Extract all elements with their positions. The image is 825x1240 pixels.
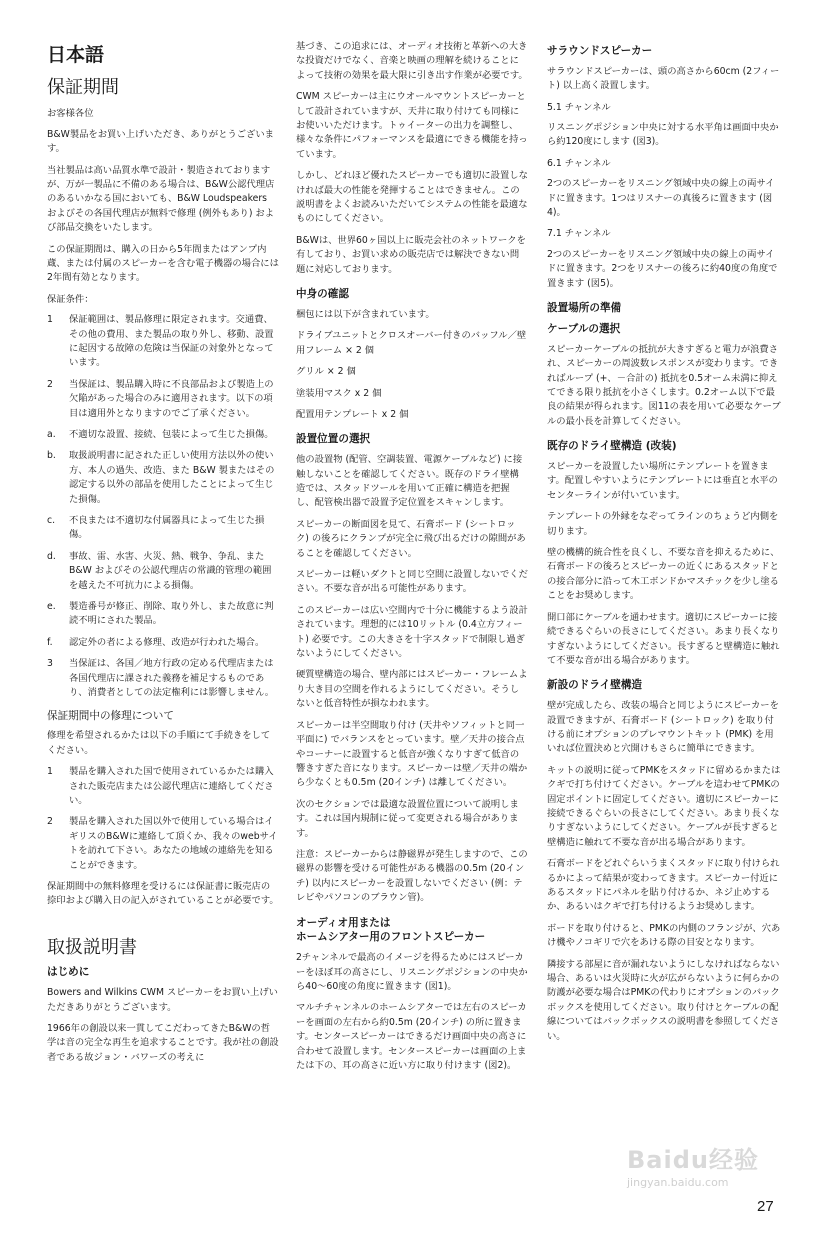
list-item: [47, 449, 279, 507]
page-number: 27: [757, 1198, 774, 1215]
paragraph: 隣接する部屋に音が漏れないようにしなければならない場合、あるいは火災時に火が広がらないように何らかの防護が必要な場合はPMKの代わりにオプションのバックボックスを使用してください。取り付けとケーブルの配線についてはバックボックスの説明書を参照してください。: [547, 958, 780, 1042]
front-speaker-title-line1: オーディオ用または: [296, 916, 391, 929]
greeting: お客様各位: [47, 108, 94, 120]
item-text: 製造番号が修正、削除、取り外し、また故意に判読不明にされた製品。: [69, 601, 274, 627]
item-number: 1: [47, 314, 53, 326]
contents-item: グリル × 2 個: [296, 366, 356, 378]
item-number: 2: [47, 378, 53, 390]
paragraph: 2チャンネルで最高のイメージを得るためにはスピーカーをほぼ耳の高さにし、リスニングポジションの中央から40～60度の角度に置きます (図1)。: [296, 952, 528, 993]
paragraph: 開口部にケーブルを通わせます。適切にスピーカーに接続できるぐらいの長さにしてください。あまり長くなりすぎないようにしてください。長すぎると壁構造に触れて不要な音が出る場合があります。: [547, 611, 780, 666]
item-number: 1: [47, 766, 53, 778]
existing-drywall-title: 既存のドライ壁構造 (改装): [547, 440, 677, 453]
list-item: [47, 428, 279, 442]
column-left: [47, 40, 279, 1072]
paragraph: 他の設置物 (配管、空調装置、電源ケーブルなど) に接触しないことを確認してください。既存のドライ壁構造では、スタッドツールを用いて正確に構造を把握し、配管検出器で設置予定位置をスキャンします。: [296, 454, 523, 509]
item-text: 取扱説明書に記された正しい使用方法以外の使い方、本人の過失、改造、また B&W 製またはその認定する以外の部品を使用したことによって生じた損傷。: [69, 450, 275, 505]
column-right: [547, 40, 781, 1051]
prep-title: 設置場所の準備: [547, 302, 622, 315]
channel-61-title: 6.1 チャンネル: [547, 157, 611, 169]
item-number: b.: [47, 450, 56, 462]
repair-title: 保証期間中の修理について: [47, 709, 174, 722]
paragraph: スピーカーを設置したい場所にテンプレートを置きます。配置しやすいようにテンプレートには垂直と水平のセンターラインが付いています。: [547, 461, 778, 501]
item-text: 製品を購入された国以外で使用している場合はイギリスのB&Wに連絡して頂くか、我々のwebサイトを訪れて下さい。あなたの地域の連絡先を知ることができます。: [69, 816, 278, 871]
list-item: [47, 378, 279, 421]
paragraph: 修理を希望されるかたは以下の手順にて手続きをしてください。: [47, 730, 271, 756]
paragraph: リスニングポジション中央に対する水平角は画面中央から約120度にします (図3)。: [547, 122, 779, 148]
item-text: 不良または不適切な付属器具によって生じた損傷。: [69, 515, 265, 541]
column-middle: [296, 40, 528, 1080]
paragraph: 当社製品は高い品質水準で設計・製造されておりますが、万が一製品に不備のある場合は、B&W公認代理店のあるいかなる国においても、B&W Loudspeakers およびその各国代理店が無料で修理 (例外もあり) および部品交換をいたします。: [47, 164, 275, 234]
list-item: [47, 765, 279, 808]
conditions-title: 保証条件：: [47, 293, 94, 305]
paragraph: 1966年の創設以来一貫してこだわってきたB&Wの哲学は音の完全な再生を追求することです。我が社の創設者である故ジョン・バワーズの考えに: [47, 1022, 279, 1063]
paragraph: B&W製品をお買い上げいただき、ありがとうございます。: [47, 128, 274, 155]
manual-title: 取扱説明書: [47, 936, 137, 958]
item-number: 2: [47, 816, 53, 828]
list-item: [47, 815, 279, 873]
paragraph: スピーカーケーブルの抵抗が大きすぎると電力が浪費され、スピーカーの周波数レスポンスが変わります。できればループ (+、－合計の) 抵抗を0.5オーム未満に抑えてできる限り抵抗を小さくします。0.2オーム以下で最良の結果が得られます。図11の表を用いて必要なケーブルの最小長を計算してください。: [547, 343, 781, 427]
watermark-url: jingyan.baidu.com: [627, 1176, 729, 1189]
language-title: 日本語: [47, 44, 105, 66]
position-title: 設置位置の選択: [296, 433, 371, 446]
item-text: 製品を購入された国で使用されているかたは購入された販売店または公認代理店に連絡してください。: [69, 766, 274, 806]
item-text: 認定外の者による修理、改造が行われた場合。: [69, 636, 265, 648]
front-speaker-title-line2: ホームシアター用のフロントスピーカー: [296, 931, 486, 944]
surround-title: サラウンドスピーカー: [547, 45, 653, 57]
paragraph: テンプレートの外縁をなぞってラインのちょうど内側を切ります。: [547, 511, 779, 537]
list-item: [47, 313, 279, 371]
list-item: [47, 550, 279, 593]
item-number: a.: [47, 429, 56, 441]
paragraph: 次のセクションでは最適な設置位置について説明します。これは国内規制に従って変更される場合があります。: [296, 798, 519, 839]
watermark-logo-text: Baidu经验: [627, 1146, 759, 1174]
watermark: [627, 1148, 777, 1200]
paragraph: 2つのスピーカーをリスニング領域中央の線上の両サイドに置きます。1つはリスナーの真後ろに置きます (図4)。: [547, 178, 775, 219]
warranty-title: 保証期間: [47, 76, 119, 98]
paragraph: 硬質壁構造の場合、壁内部にはスピーカー・フレームより大き目の空間を作れるようにしてください。そうしないと低音特性が損なわれます。: [296, 669, 528, 710]
paragraph: 石膏ボードをどれぐらいうまくスタッドに取り付けられるかによって結果が変わってきます。スピーカー付近にあるスタッドにパネルを貼り付けるか、ネジ止めするか、あるいはクギで打ち付けるようお奨めします。: [547, 858, 780, 913]
channel-51-title: 5.1 チャンネル: [547, 101, 611, 113]
intro-title: はじめに: [47, 966, 90, 979]
paragraph: 保証期間中の無料修理を受けるには保証書に販売店の捺印および購入日の記入がされていることが必要です。: [47, 881, 279, 907]
item-text: 当保証は、各国／地方行政の定める代理店または各国代理店に課された義務を補足するものであり、消費者としての法定権利には影響しません。: [69, 658, 275, 699]
paragraph: 注意：スピーカーからは静磁界が発生しますので、この磁界の影響を受ける可能性がある機器の0.5m (20インチ) 以内にスピーカーを設置しないでください (例：テレビやパソコンのブラウン管)。: [296, 848, 528, 904]
contents-title: 中身の確認: [296, 288, 349, 301]
paragraph: 基づき、この追求には、オーディオ技術と革新への大きな投資だけでなく、音楽と映画の理解を続けることによって技術の効果を最大限に引き出す作業が必要です。: [296, 41, 528, 81]
paragraph: スピーカーの断面図を見て、石膏ボード (シートロック) の後ろにクランプが完全に飛び出るだけの隙間があることを確認してください。: [296, 518, 526, 559]
list-item: [47, 636, 279, 650]
list-item: [47, 514, 279, 543]
list-item: [47, 657, 279, 700]
paragraph: 壁が完成したら、改装の場合と同じようにスピーカーを設置できますが、石膏ボード (シートロック) を取り付ける前にオプションのプレマウントキット (PMK) を用いれば位置決めと穴開けもさらに簡単にできます。: [547, 700, 779, 755]
paragraph: 梱包には以下が含まれています。: [296, 308, 435, 320]
channel-71-title: 7.1 チャンネル: [547, 228, 611, 240]
paragraph: キットの説明に従ってPMKをスタッドに留めるかまたはクギで打ち付けてください。ケーブルを這わせてPMKの固定ポイントに固定してください。適切にスピーカーに接続できるぐらいの長さにしてください。あまり長くなりすぎないようにしてください。ケーブルが長すぎると壁構造に触れて不要な音が出る場合があります。: [547, 764, 781, 848]
paragraph: この保証期間は、購入の日から5年間またはアンプ内蔵、または付属のスピーカーを含む電子機器の場合には2年間有効となります。: [47, 243, 279, 284]
item-number: e.: [47, 601, 56, 613]
paragraph: 壁の機構的統合性を良くし、不要な音を抑えるために、石膏ボードの後ろとスピーカーの近くにあるスタッドとの接合部分に沿って木工ボンドかマスチックを少し塗ることをお奨めします。: [547, 547, 780, 602]
paragraph: CWM スピーカーは主にウオールマウントスピーカーとして設計されていますが、天井に取り付けても同様にお使いいただけます。トゥイーターの出力を調整し、様々な条件にパフォーマンスを最適にできる機能を持っています。: [296, 91, 528, 160]
paragraph: スピーカーは半空間取り付け (天井やソフィットと同一平面に) でバランスをとっています。壁／天井の接合点やコーナーに設置すると低音が強くなりすぎて低音の響きすぎた音になります。スピーカーは壁／天井の端から少なくとも0.5m (20インチ) は離してください。: [296, 719, 528, 789]
contents-item: ドライブユニットとクロスオーバー付きのバッフル／壁用フレーム × 2 個: [296, 330, 527, 356]
paragraph: B&Wは、世界60ヶ国以上に販売会社のネットワークを有しており、お買い求めの販売店では解決できない問題に対応しております。: [296, 234, 526, 275]
item-text: 保証範囲は、製品修理に限定されます。交通費、その他の費用、また製品の取り外し、移動、設置に起因する故障の危険は当保証の対象外となっています。: [69, 314, 274, 369]
contents-item: 配置用テンプレート x 2 個: [296, 408, 409, 420]
item-number: f.: [47, 636, 53, 648]
paragraph: スピーカーは軽いダクトと同じ空間に設置しないでください。不要な音が出る可能性があります。: [296, 569, 528, 595]
paragraph: サラウンドスピーカーは、頭の高さから60cm (2フィート) 以上高く設置します。: [547, 65, 780, 92]
repair-list: [47, 765, 279, 873]
paragraph: 2つのスピーカーをリスニング領域中央の線上の両サイドに置きます。2つをリスナーの後ろに約40度の角度で置きます (図5)。: [547, 248, 778, 289]
paragraph: マルチチャンネルのホームシアターでは左右のスピーカーを画面の左右から約0.5m (20インチ) の所に置きます。センタースピーカーはできるだけ画面中央の高さに合わせて設置します。センタースピーカーは画面の上または下の、耳の高さに近い方に取り付けます (図2)。: [296, 1002, 527, 1072]
conditions-list: [47, 313, 279, 700]
item-number: c.: [47, 515, 56, 527]
item-text: 当保証は、製品購入時に不良部品および製造上の欠陥があった場合のみに適用されます。以下の項目は適用外となりますのでご了承ください。: [69, 378, 274, 419]
item-text: 不適切な設置、接続、包装によって生じた損傷。: [69, 429, 274, 441]
paragraph: Bowers and Wilkins CWM スピーカーをお買い上げいただきありがとうございます。: [47, 987, 278, 1013]
contents-item: 塗装用マスク x 2 個: [296, 387, 382, 399]
paragraph: このスピーカーは広い空間内で十分に機能するよう設計されています。理想的には10リットル (0.4立方フィート) 必要です。この大きさを十字スタッドで制限し過ぎないようにしてください。: [296, 604, 528, 660]
cable-title: ケーブルの選択: [547, 322, 621, 335]
paragraph: しかし、どれほど優れたスピーカーでも適切に設置しなければ最大の性能を発揮することはできません。この説明書をよくお読みいただいてシステムの性能を最適なものにしてください。: [296, 170, 528, 225]
item-text: 事故、雷、水害、火災、熱、戦争、争乱、また B&W およびその公認代理店の常識的管理の範囲を越えた不可抗力による損傷。: [69, 550, 272, 591]
item-number: d.: [47, 550, 56, 562]
item-number: 3: [47, 658, 53, 670]
new-drywall-title: 新設のドライ壁構造: [547, 679, 643, 692]
paragraph: ボードを取り付けると、PMKの内側のフランジが、穴あけ機やノコギリで穴をあける際の目安となります。: [547, 922, 781, 949]
list-item: [47, 600, 279, 629]
